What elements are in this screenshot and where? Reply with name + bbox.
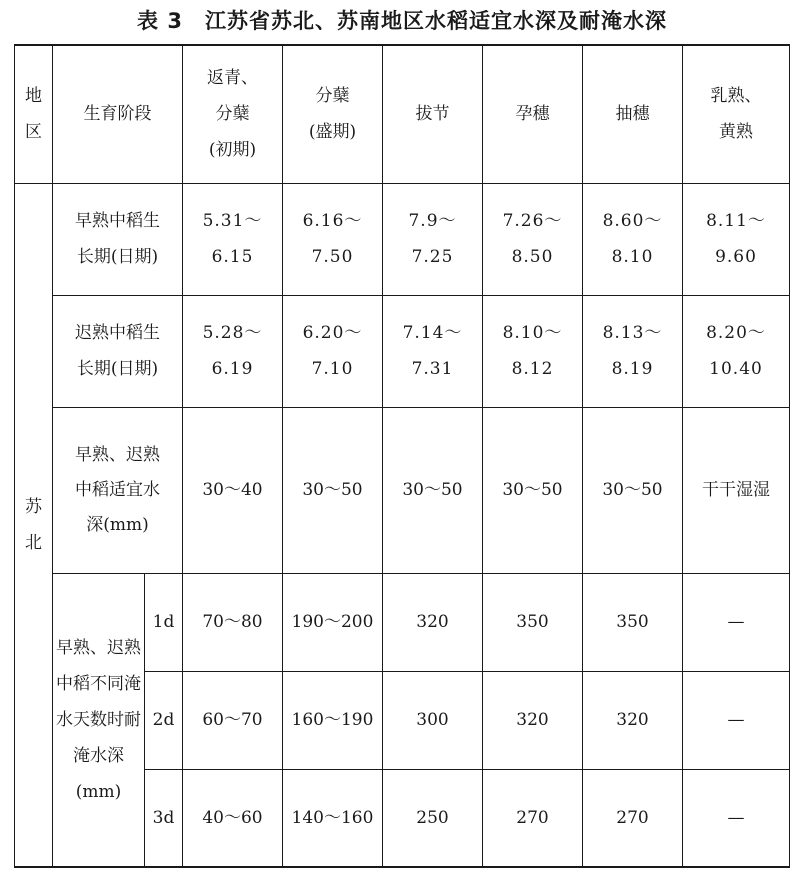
table-cell: 8.13～ 8.19 <box>583 295 683 407</box>
row-label-early: 早熟中稻生长期(日期) <box>53 183 183 295</box>
table-cell: 270 <box>583 769 683 867</box>
table-cell: 30～50 <box>383 407 483 573</box>
table-cell: 8.20～ 10.40 <box>683 295 790 407</box>
table-cell: 5.28～ 6.19 <box>183 295 283 407</box>
table-row <box>15 183 790 295</box>
col-header-4: 孕穗 <box>483 45 583 183</box>
col-header-5: 抽穗 <box>583 45 683 183</box>
col-header-6: 乳熟、 黄熟 <box>683 45 790 183</box>
table-row <box>15 295 790 407</box>
table-cell: 5.31～ 6.15 <box>183 183 283 295</box>
row-label-flood: 早熟、迟熟中稻不同淹水天数时耐淹水深(mm) <box>53 573 145 867</box>
table-cell: 300 <box>383 671 483 769</box>
table-cell: 7.14～ 7.31 <box>383 295 483 407</box>
table-cell: 30～40 <box>183 407 283 573</box>
stage-header: 生育阶段 <box>53 45 183 183</box>
row-label-late: 迟熟中稻生长期(日期) <box>53 295 183 407</box>
header-row <box>15 45 790 183</box>
table-number: 表 3 <box>137 9 183 33</box>
day-cell: 3d <box>145 769 183 867</box>
table-cell: 270 <box>483 769 583 867</box>
table-cell: 350 <box>583 573 683 671</box>
table-cell: 7.9～ 7.25 <box>383 183 483 295</box>
row-label-water: 早熟、迟熟中稻适宜水深(mm) <box>53 407 183 573</box>
table-cell: 140～160 <box>283 769 383 867</box>
region-cell: 苏北 <box>15 183 53 867</box>
col-header-3: 拔节 <box>383 45 483 183</box>
table-cell: 320 <box>383 573 483 671</box>
col-header-1: 返青、 分蘖 (初期) <box>183 45 283 183</box>
table-cell: 8.60～ 8.10 <box>583 183 683 295</box>
water-depth-table <box>14 44 790 868</box>
table-row <box>15 573 790 671</box>
table-cell: 60～70 <box>183 671 283 769</box>
table-cell: — <box>683 671 790 769</box>
table-cell: 320 <box>483 671 583 769</box>
table-cell: 70～80 <box>183 573 283 671</box>
table-cell: 30～50 <box>283 407 383 573</box>
table-caption: 江苏省苏北、苏南地区水稻适宜水深及耐淹水深 <box>204 9 667 33</box>
table-cell: 350 <box>483 573 583 671</box>
table-cell: 7.26～ 8.50 <box>483 183 583 295</box>
col-header-2: 分蘖 (盛期) <box>283 45 383 183</box>
table-cell: 190～200 <box>283 573 383 671</box>
table-cell: — <box>683 573 790 671</box>
table-cell: 160～190 <box>283 671 383 769</box>
table-cell: 8.10～ 8.12 <box>483 295 583 407</box>
table-cell: 40～60 <box>183 769 283 867</box>
day-cell: 2d <box>145 671 183 769</box>
table-cell: 320 <box>583 671 683 769</box>
table-cell: 干干湿湿 <box>683 407 790 573</box>
table-cell: 6.16～ 7.50 <box>283 183 383 295</box>
table-title <box>0 6 804 36</box>
region-header: 地区 <box>15 45 53 183</box>
table-cell: 8.11～ 9.60 <box>683 183 790 295</box>
table-cell: 6.20～ 7.10 <box>283 295 383 407</box>
table-cell: 30～50 <box>483 407 583 573</box>
table-cell: — <box>683 769 790 867</box>
table-row <box>15 407 790 573</box>
table-cell: 250 <box>383 769 483 867</box>
table-cell: 30～50 <box>583 407 683 573</box>
day-cell: 1d <box>145 573 183 671</box>
